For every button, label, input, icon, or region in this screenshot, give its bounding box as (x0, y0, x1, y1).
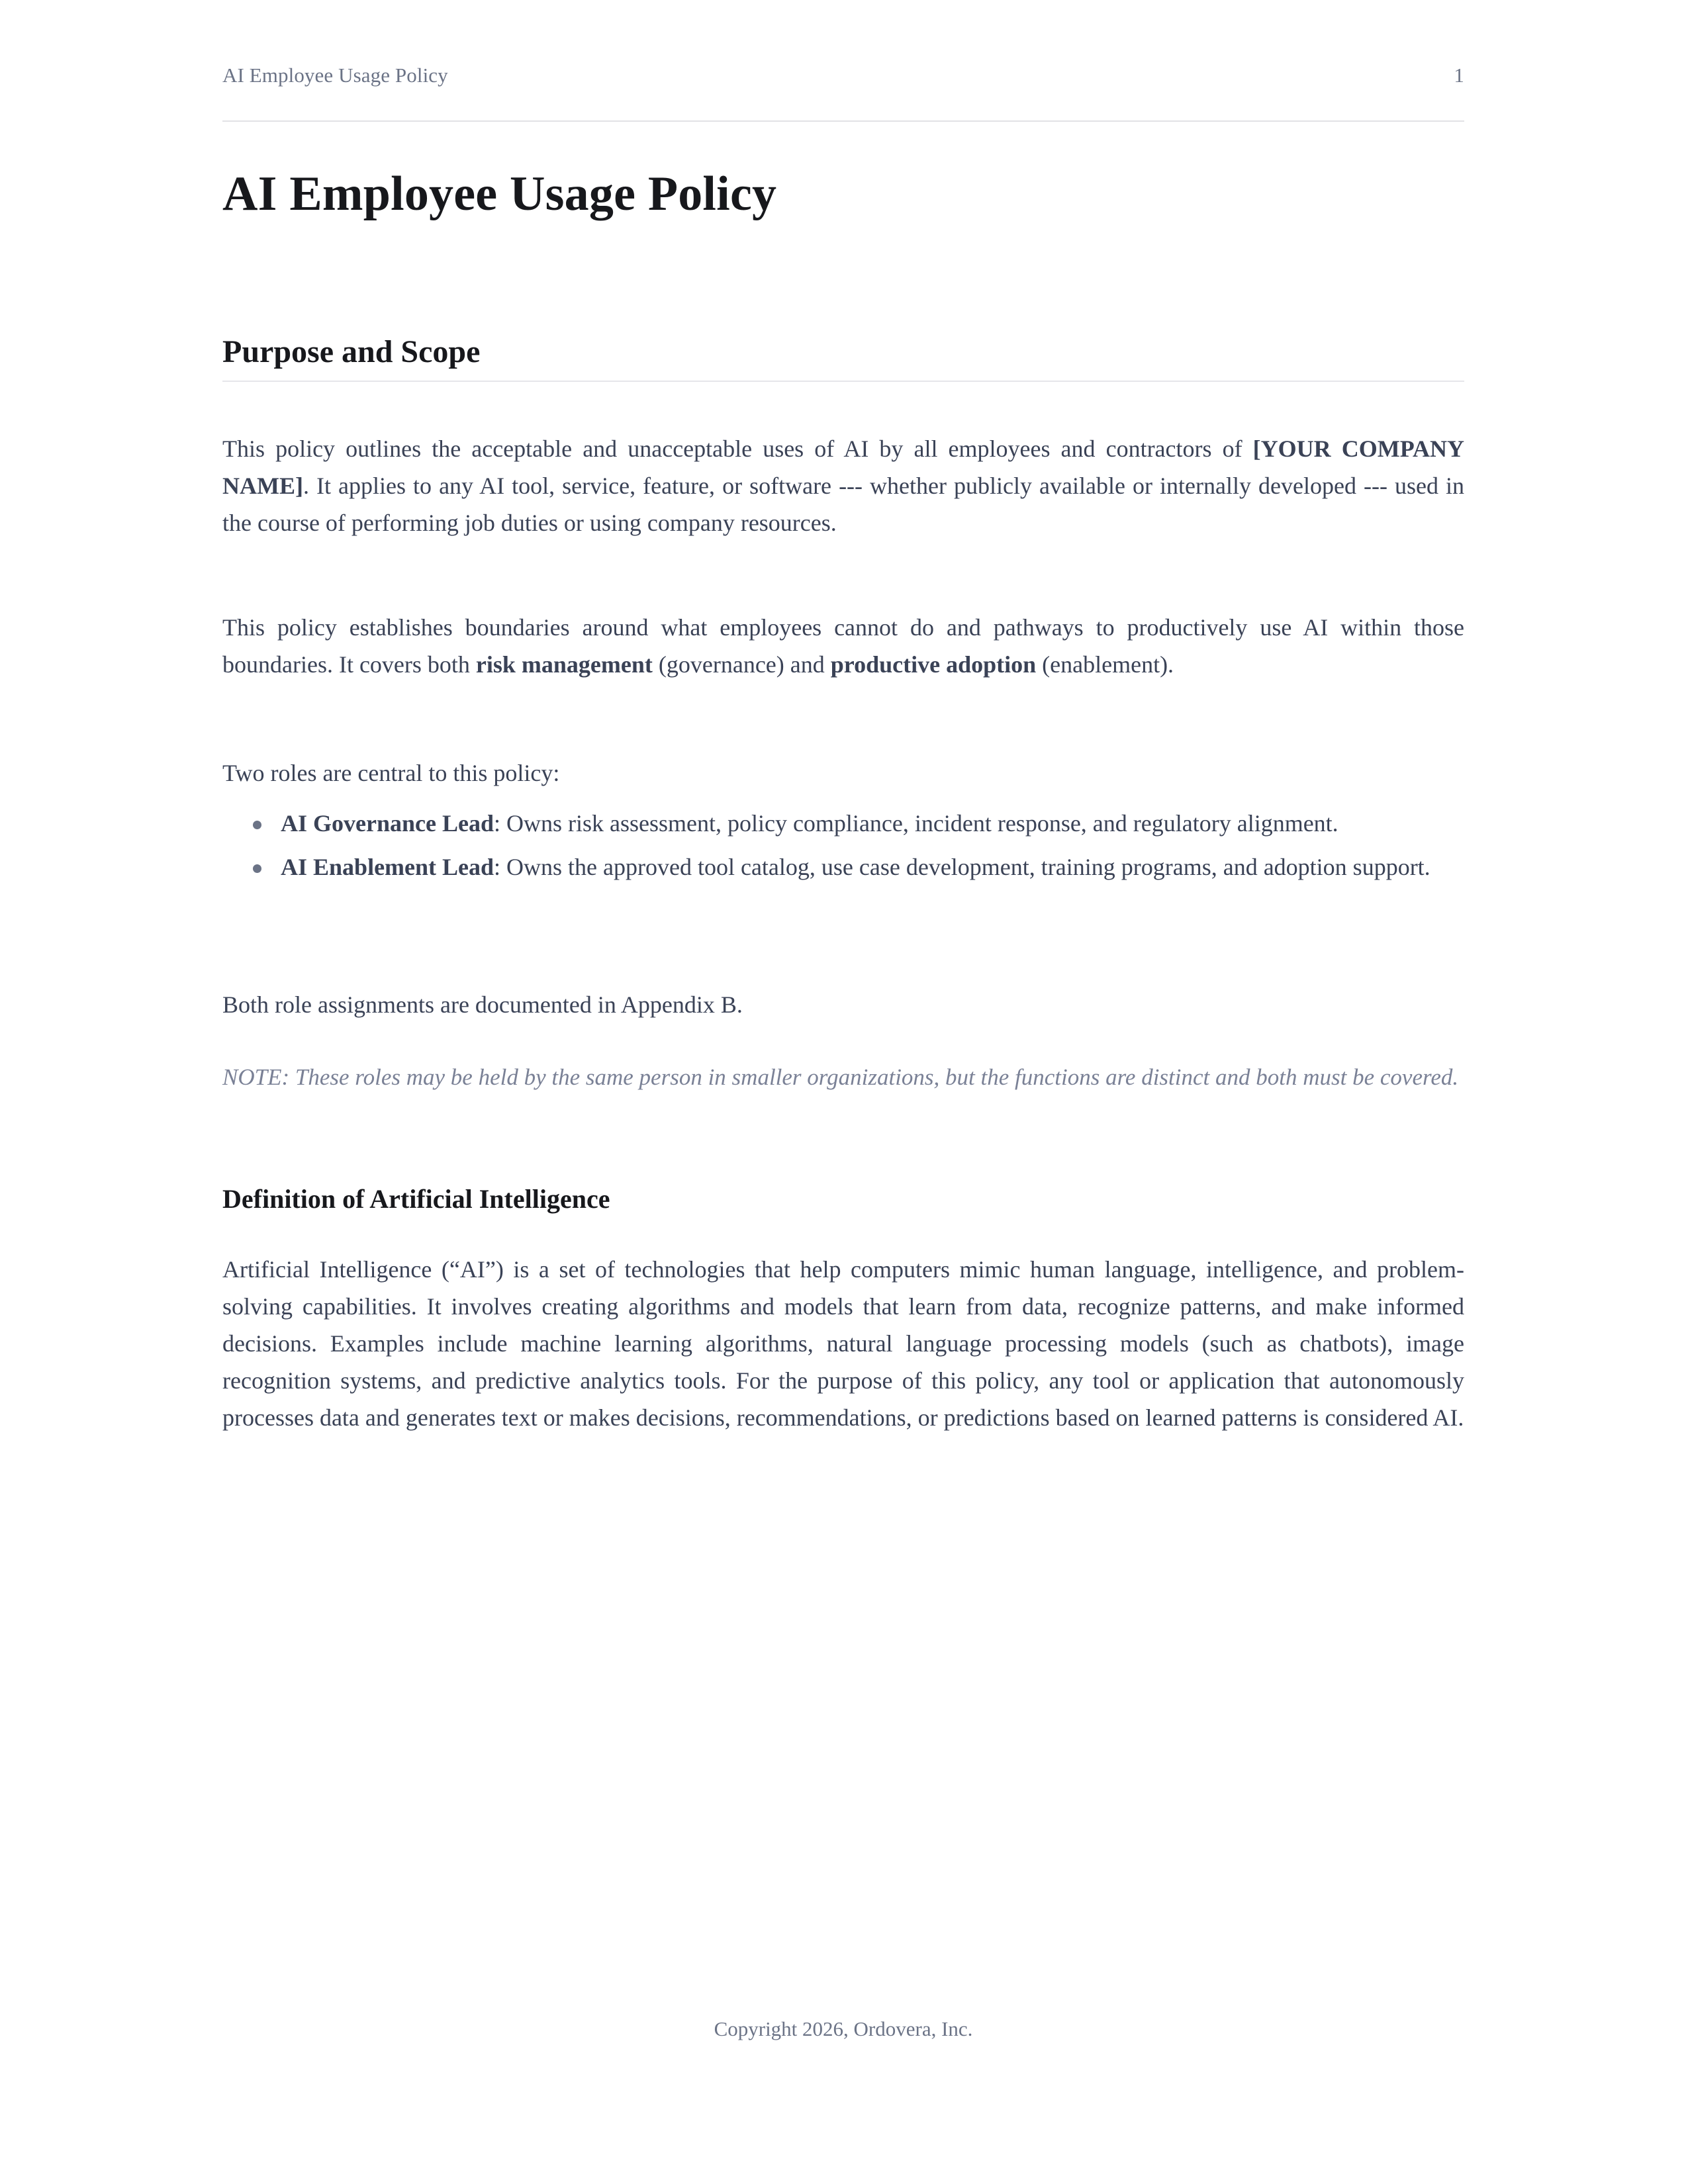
bullet-dot-icon (253, 864, 261, 873)
running-header (222, 64, 1464, 87)
purpose-p2-text-b: (governance) and (652, 651, 831, 678)
risk-management-emphasis: risk management (475, 651, 653, 678)
header-divider-rule (222, 120, 1464, 122)
purpose-paragraph-1 (222, 430, 1464, 541)
section-heading-purpose-and-scope: Purpose and Scope (222, 335, 1464, 382)
role-name-governance-lead: AI Governance Lead (281, 810, 494, 837)
roles-list (222, 805, 1464, 892)
role-description-governance-lead: : Owns risk assessment, policy compliance, incident response, and regulatory alignment. (493, 810, 1338, 837)
productive-adoption-emphasis: productive adoption (830, 651, 1037, 678)
footer-copyright: Copyright 2026, Ordovera, Inc. (714, 2017, 973, 2040)
roles-intro-paragraph: Two roles are central to this policy: (222, 760, 560, 786)
appendix-reference-paragraph: Both role assignments are documented in Appendix B. (222, 991, 743, 1018)
note-paragraph: NOTE: These roles may be held by the same person in smaller organizations, but the functions are distinct and both must be covered. (222, 1064, 1459, 1090)
purpose-p1-text-b: . It applies to any AI tool, service, feature, or software --- whether publicly available or internally developed --- used in the course of performing job duties or using company resources. (222, 473, 1464, 536)
purpose-p2-text-c: (enablement). (1036, 651, 1174, 678)
purpose-p2-text-a: This policy establishes boundaries around what employees cannot do and pathways to productively use AI within those boundaries. It covers both (222, 614, 1464, 678)
bullet-dot-icon (253, 821, 261, 829)
list-item (222, 805, 1464, 842)
purpose-p1-text-a: This policy outlines the acceptable and unacceptable uses of AI by all employees and contractors of (222, 435, 1253, 462)
definition-paragraph: Artificial Intelligence (“AI”) is a set of technologies that help computers mimic human language, intelligence, and problem-solving capabilities. It involves creating algorithms and models that learn from data, recognize patterns, and make informed decisions. Examples include machine learning algorithms, natural language processing models (such as chatbots), image recognition systems, and predictive analytics tools. For the purpose of this policy, any tool or application that autonomously processes data and generates text or makes decisions, recommendations, or predictions based on learned patterns is considered AI. (222, 1256, 1464, 1431)
role-description-enablement-lead: : Owns the approved tool catalog, use case development, training programs, and adoption support. (494, 854, 1430, 880)
document-title: AI Employee Usage Policy (222, 167, 777, 221)
page-number: 1 (1454, 64, 1464, 87)
role-name-enablement-lead: AI Enablement Lead (281, 854, 494, 880)
company-name-placeholder: [YOUR COMPANY NAME] (222, 435, 1465, 499)
running-header-title: AI Employee Usage Policy (222, 64, 448, 87)
section-heading-definition-of-ai: Definition of Artificial Intelligence (222, 1184, 610, 1214)
list-item (222, 848, 1464, 886)
purpose-paragraph-2 (222, 609, 1464, 683)
